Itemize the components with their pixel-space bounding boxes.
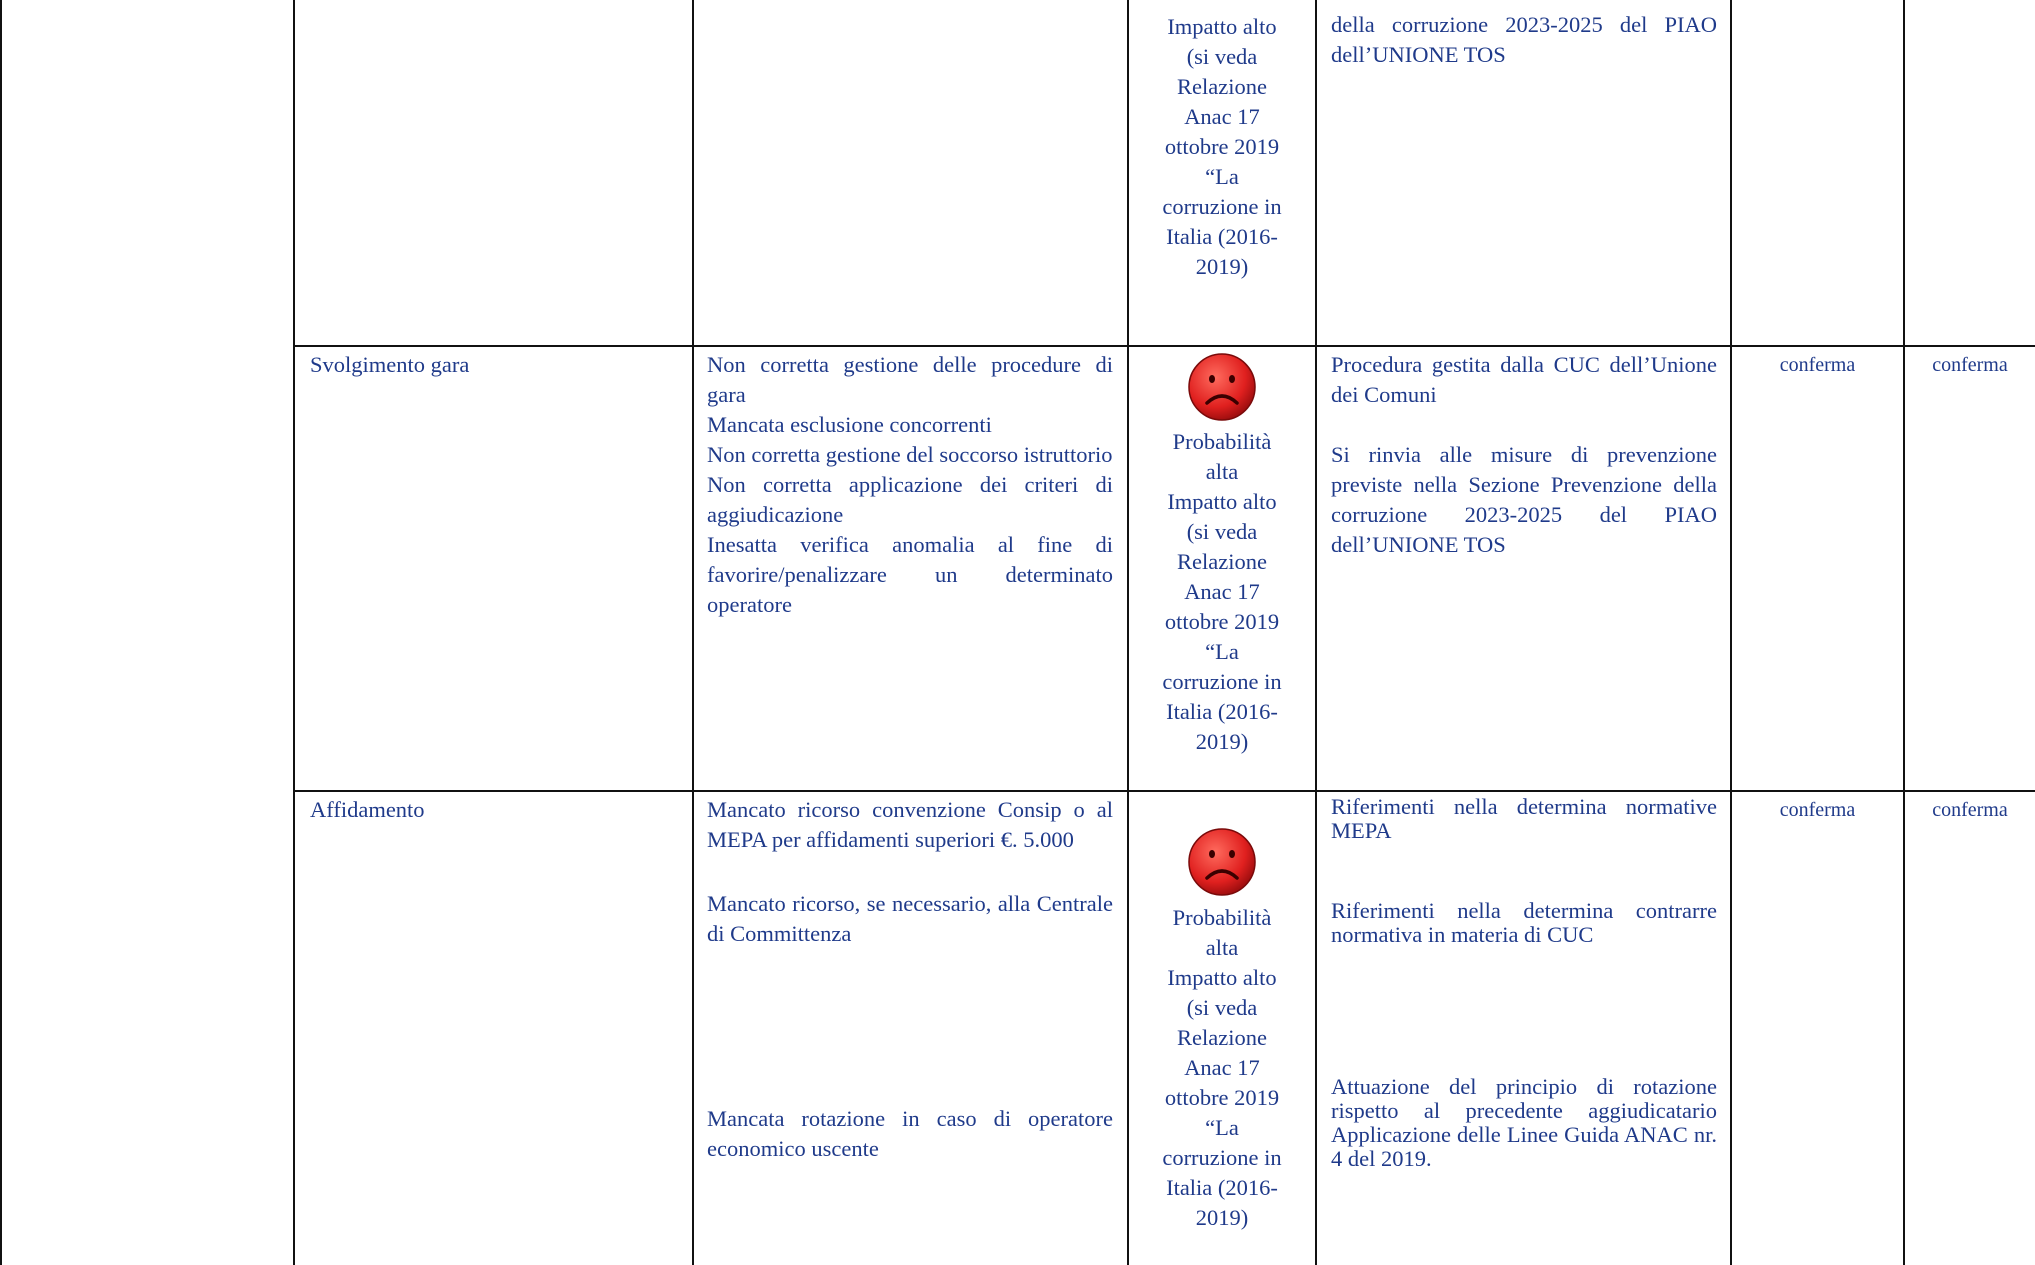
risk-item: Mancato ricorso, se necessario, alla Centrale di Committenza [707, 891, 1113, 946]
row-divider [293, 345, 2035, 347]
status-cell: conferma [1932, 799, 2008, 821]
status-cell: conferma [1779, 354, 1856, 376]
measures-cell [1331, 795, 1717, 1171]
risk-line: Impatto alto [1167, 14, 1277, 39]
measure-text: della corruzione 2023-2025 del PIAO dell’UNIONE TOS [1331, 12, 1717, 67]
column-divider [1903, 0, 1905, 1265]
measures-cell [1331, 350, 1717, 560]
risk-line: Anac 17 [1184, 104, 1260, 129]
risks-cell [707, 795, 1113, 1164]
column-divider [692, 0, 694, 1265]
risk-line: ottobre 2019 [1164, 609, 1280, 634]
row-divider [293, 790, 2035, 792]
risk-line: Probabilità [1172, 905, 1272, 930]
measure-text: Riferimenti nella determina contrarre normativa in materia di CUC [1331, 898, 1717, 947]
sad-face-icon [1186, 351, 1258, 423]
risk-line: Relazione [1177, 1025, 1267, 1050]
table-border-left [0, 0, 2, 1265]
risk-line: Probabilità [1172, 429, 1272, 454]
risk-line: 2019) [1195, 729, 1249, 754]
status-cell: conferma [1932, 354, 2008, 376]
measure-text: Attuazione del principio di rotazione rispetto al precedente aggiudicatario Applicazione delle Linee Guida ANAC nr. 4 del 2019. [1331, 1074, 1717, 1171]
risk-line: corruzione in [1162, 194, 1282, 219]
risk-item: Mancata rotazione in caso di operatore economico uscente [707, 1106, 1113, 1161]
risk-line: “La [1205, 1115, 1239, 1140]
column-divider [1730, 0, 1732, 1265]
phase-label: Affidamento [310, 797, 425, 822]
risk-item: Non corretta applicazione dei criteri di aggiudicazione [707, 472, 1113, 527]
risk-line: 2019) [1195, 1205, 1249, 1230]
risk-line: Italia (2016- [1166, 1175, 1278, 1200]
risk-level-cell [1129, 903, 1315, 1233]
risk-line: (si veda [1186, 519, 1258, 544]
measure-text: Procedura gestita dalla CUC dell’Unione dei Comuni [1331, 352, 1717, 407]
risk-line: 2019) [1195, 254, 1249, 279]
risk-line: Relazione [1177, 74, 1267, 99]
risk-line: Anac 17 [1184, 1055, 1260, 1080]
risk-item: Non corretta gestione delle procedure di gara [707, 352, 1113, 407]
risk-line: (si veda [1186, 995, 1258, 1020]
risk-line: Impatto alto [1167, 489, 1277, 514]
risk-line: (si veda [1186, 44, 1258, 69]
phase-label: Svolgimento gara [310, 352, 470, 377]
risk-line: “La [1205, 639, 1239, 664]
risk-line: Impatto alto [1167, 965, 1277, 990]
risk-line: corruzione in [1162, 1145, 1282, 1170]
sad-face-icon [1186, 826, 1258, 898]
measures-cell [1331, 10, 1717, 70]
risk-line: Anac 17 [1184, 579, 1260, 604]
column-divider [293, 0, 295, 1265]
risk-line: “La [1205, 164, 1239, 189]
risks-cell [707, 350, 1113, 620]
risk-line: alta [1205, 935, 1239, 960]
measure-text: Riferimenti nella determina normative MEPA [1331, 794, 1717, 843]
status-cell: conferma [1779, 799, 1856, 821]
risk-line: ottobre 2019 [1164, 134, 1280, 159]
risk-line: corruzione in [1162, 669, 1282, 694]
risk-item: Non corretta gestione del soccorso istruttorio [707, 442, 1113, 467]
risk-line: Relazione [1177, 549, 1267, 574]
column-divider [1315, 0, 1317, 1265]
risk-line: alta [1205, 459, 1239, 484]
risk-item: Inesatta verifica anomalia al fine di favorire/penalizzare un determinato operatore [707, 532, 1113, 617]
risk-item: Mancato ricorso convenzione Consip o al MEPA per affidamenti superiori €. 5.000 [707, 797, 1113, 852]
risk-level-cell [1129, 427, 1315, 757]
risk-level-cell [1129, 12, 1315, 282]
risk-line: Italia (2016- [1166, 224, 1278, 249]
measure-text: Si rinvia alle misure di prevenzione previste nella Sezione Prevenzione della corruzione 2023-2025 del PIAO dell’UNIONE TOS [1331, 442, 1717, 557]
risk-item: Mancata esclusione concorrenti [707, 412, 992, 437]
risk-line: ottobre 2019 [1164, 1085, 1280, 1110]
risk-line: Italia (2016- [1166, 699, 1278, 724]
